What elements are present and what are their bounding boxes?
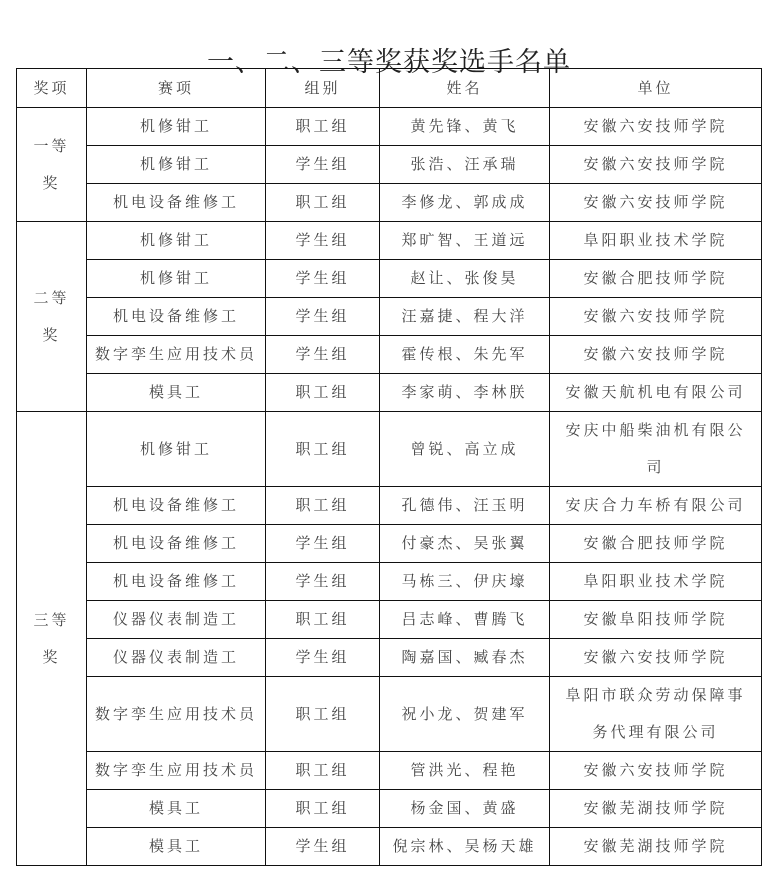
cell-event: 机修钳工 (87, 412, 266, 487)
cell-event: 仪器仪表制造工 (87, 601, 266, 639)
cell-names: 陶嘉国、臧春杰 (380, 639, 550, 677)
cell-event: 机电设备维修工 (87, 184, 266, 222)
cell-group: 学生组 (266, 336, 380, 374)
cell-unit: 安徽阜阳技师学院 (550, 601, 762, 639)
cell-group: 职工组 (266, 790, 380, 828)
table-row (17, 677, 762, 752)
cell-names: 吕志峰、曹腾飞 (380, 601, 550, 639)
cell-names: 李家萌、李林朕 (380, 374, 550, 412)
cell-event: 模具工 (87, 374, 266, 412)
header-event: 赛项 (87, 69, 266, 108)
cell-group: 职工组 (266, 677, 380, 752)
cell-unit: 安徽六安技师学院 (550, 298, 762, 336)
cell-event: 机电设备维修工 (87, 563, 266, 601)
cell-unit: 安徽六安技师学院 (550, 639, 762, 677)
cell-unit: 安徽六安技师学院 (550, 336, 762, 374)
cell-unit: 安徽合肥技师学院 (550, 260, 762, 298)
cell-names: 孔德伟、汪玉明 (380, 487, 550, 525)
table-row (17, 336, 762, 374)
cell-unit: 安徽六安技师学院 (550, 184, 762, 222)
cell-unit: 安徽六安技师学院 (550, 146, 762, 184)
cell-group: 职工组 (266, 108, 380, 146)
table-row (17, 298, 762, 336)
header-award: 奖项 (17, 69, 87, 108)
cell-unit-line: 阜阳市联众劳动保障事 (565, 686, 746, 704)
cell-unit: 安徽合肥技师学院 (550, 525, 762, 563)
cell-names: 祝小龙、贺建军 (380, 677, 550, 752)
cell-event: 数字孪生应用技术员 (87, 752, 266, 790)
cell-names: 郑旷智、王道远 (380, 222, 550, 260)
cell-group: 学生组 (266, 525, 380, 563)
cell-unit: 安庆合力车桥有限公司 (550, 487, 762, 525)
table-row (17, 108, 762, 146)
cell-unit: 安徽芜湖技师学院 (550, 790, 762, 828)
award-label-line: 奖 (42, 647, 61, 666)
cell-names: 付豪杰、吴张翼 (380, 525, 550, 563)
cell-event: 机修钳工 (87, 222, 266, 260)
cell-names: 黄先锋、黄飞 (380, 108, 550, 146)
cell-event: 机修钳工 (87, 146, 266, 184)
table-row (17, 563, 762, 601)
cell-names: 杨金国、黄盛 (380, 790, 550, 828)
cell-names: 张浩、汪承瑞 (380, 146, 550, 184)
cell-unit: 安徽天航机电有限公司 (550, 374, 762, 412)
cell-unit-line: 安庆中船柴油机有限公 (565, 421, 746, 439)
cell-names: 李修龙、郭成成 (380, 184, 550, 222)
cell-group: 职工组 (266, 752, 380, 790)
cell-event: 机电设备维修工 (87, 298, 266, 336)
award-label-line: 一等 (33, 136, 70, 155)
table-row (17, 412, 762, 487)
cell-names: 曾锐、高立成 (380, 412, 550, 487)
award-label-line: 三等 (33, 610, 70, 629)
cell-unit: 安徽六安技师学院 (550, 752, 762, 790)
award-winners-table (16, 68, 762, 866)
cell-group: 学生组 (266, 828, 380, 866)
header-unit: 单位 (550, 69, 762, 108)
table-row (17, 260, 762, 298)
cell-group: 学生组 (266, 639, 380, 677)
cell-event: 仪器仪表制造工 (87, 639, 266, 677)
cell-group: 学生组 (266, 260, 380, 298)
cell-group: 学生组 (266, 222, 380, 260)
cell-event: 机修钳工 (87, 108, 266, 146)
cell-group: 学生组 (266, 298, 380, 336)
table-row (17, 639, 762, 677)
table-row (17, 184, 762, 222)
cell-event: 机电设备维修工 (87, 525, 266, 563)
cell-group: 职工组 (266, 487, 380, 525)
cell-unit: 阜阳职业技术学院 (550, 563, 762, 601)
cell-event: 模具工 (87, 828, 266, 866)
cell-names: 管洪光、程艳 (380, 752, 550, 790)
cell-group: 学生组 (266, 563, 380, 601)
header-name: 姓名 (380, 69, 550, 108)
cell-event: 模具工 (87, 790, 266, 828)
cell-event: 机电设备维修工 (87, 487, 266, 525)
cell-unit-line: 司 (646, 458, 665, 476)
table-header-row (17, 69, 762, 108)
page-title: 一、二、三等奖获奖选手名单 (207, 47, 571, 79)
table-row (17, 146, 762, 184)
cell-names: 倪宗林、吴杨天雄 (380, 828, 550, 866)
cell-unit (550, 677, 762, 752)
cell-unit (550, 412, 762, 487)
table-row (17, 487, 762, 525)
table-row (17, 601, 762, 639)
header-group: 组别 (266, 69, 380, 108)
award-first (17, 108, 87, 222)
award-label-line: 二等 (33, 288, 70, 307)
table-row (17, 374, 762, 412)
cell-event: 数字孪生应用技术员 (87, 336, 266, 374)
cell-group: 职工组 (266, 412, 380, 487)
cell-group: 职工组 (266, 601, 380, 639)
cell-event: 机修钳工 (87, 260, 266, 298)
award-label-line: 奖 (42, 325, 61, 344)
cell-names: 汪嘉捷、程大洋 (380, 298, 550, 336)
table-row (17, 790, 762, 828)
award-third (17, 412, 87, 866)
cell-group: 学生组 (266, 146, 380, 184)
cell-unit: 安徽六安技师学院 (550, 108, 762, 146)
award-second (17, 222, 87, 412)
cell-names: 霍传根、朱先军 (380, 336, 550, 374)
cell-unit: 阜阳职业技术学院 (550, 222, 762, 260)
cell-group: 职工组 (266, 374, 380, 412)
table-row (17, 752, 762, 790)
table-row (17, 828, 762, 866)
award-label-line: 奖 (42, 173, 61, 192)
table-row (17, 222, 762, 260)
cell-unit-line: 务代理有限公司 (592, 723, 719, 741)
cell-names: 赵让、张俊昊 (380, 260, 550, 298)
cell-unit: 安徽芜湖技师学院 (550, 828, 762, 866)
cell-names: 马栋三、伊庆壕 (380, 563, 550, 601)
table-row (17, 525, 762, 563)
cell-group: 职工组 (266, 184, 380, 222)
cell-event: 数字孪生应用技术员 (87, 677, 266, 752)
